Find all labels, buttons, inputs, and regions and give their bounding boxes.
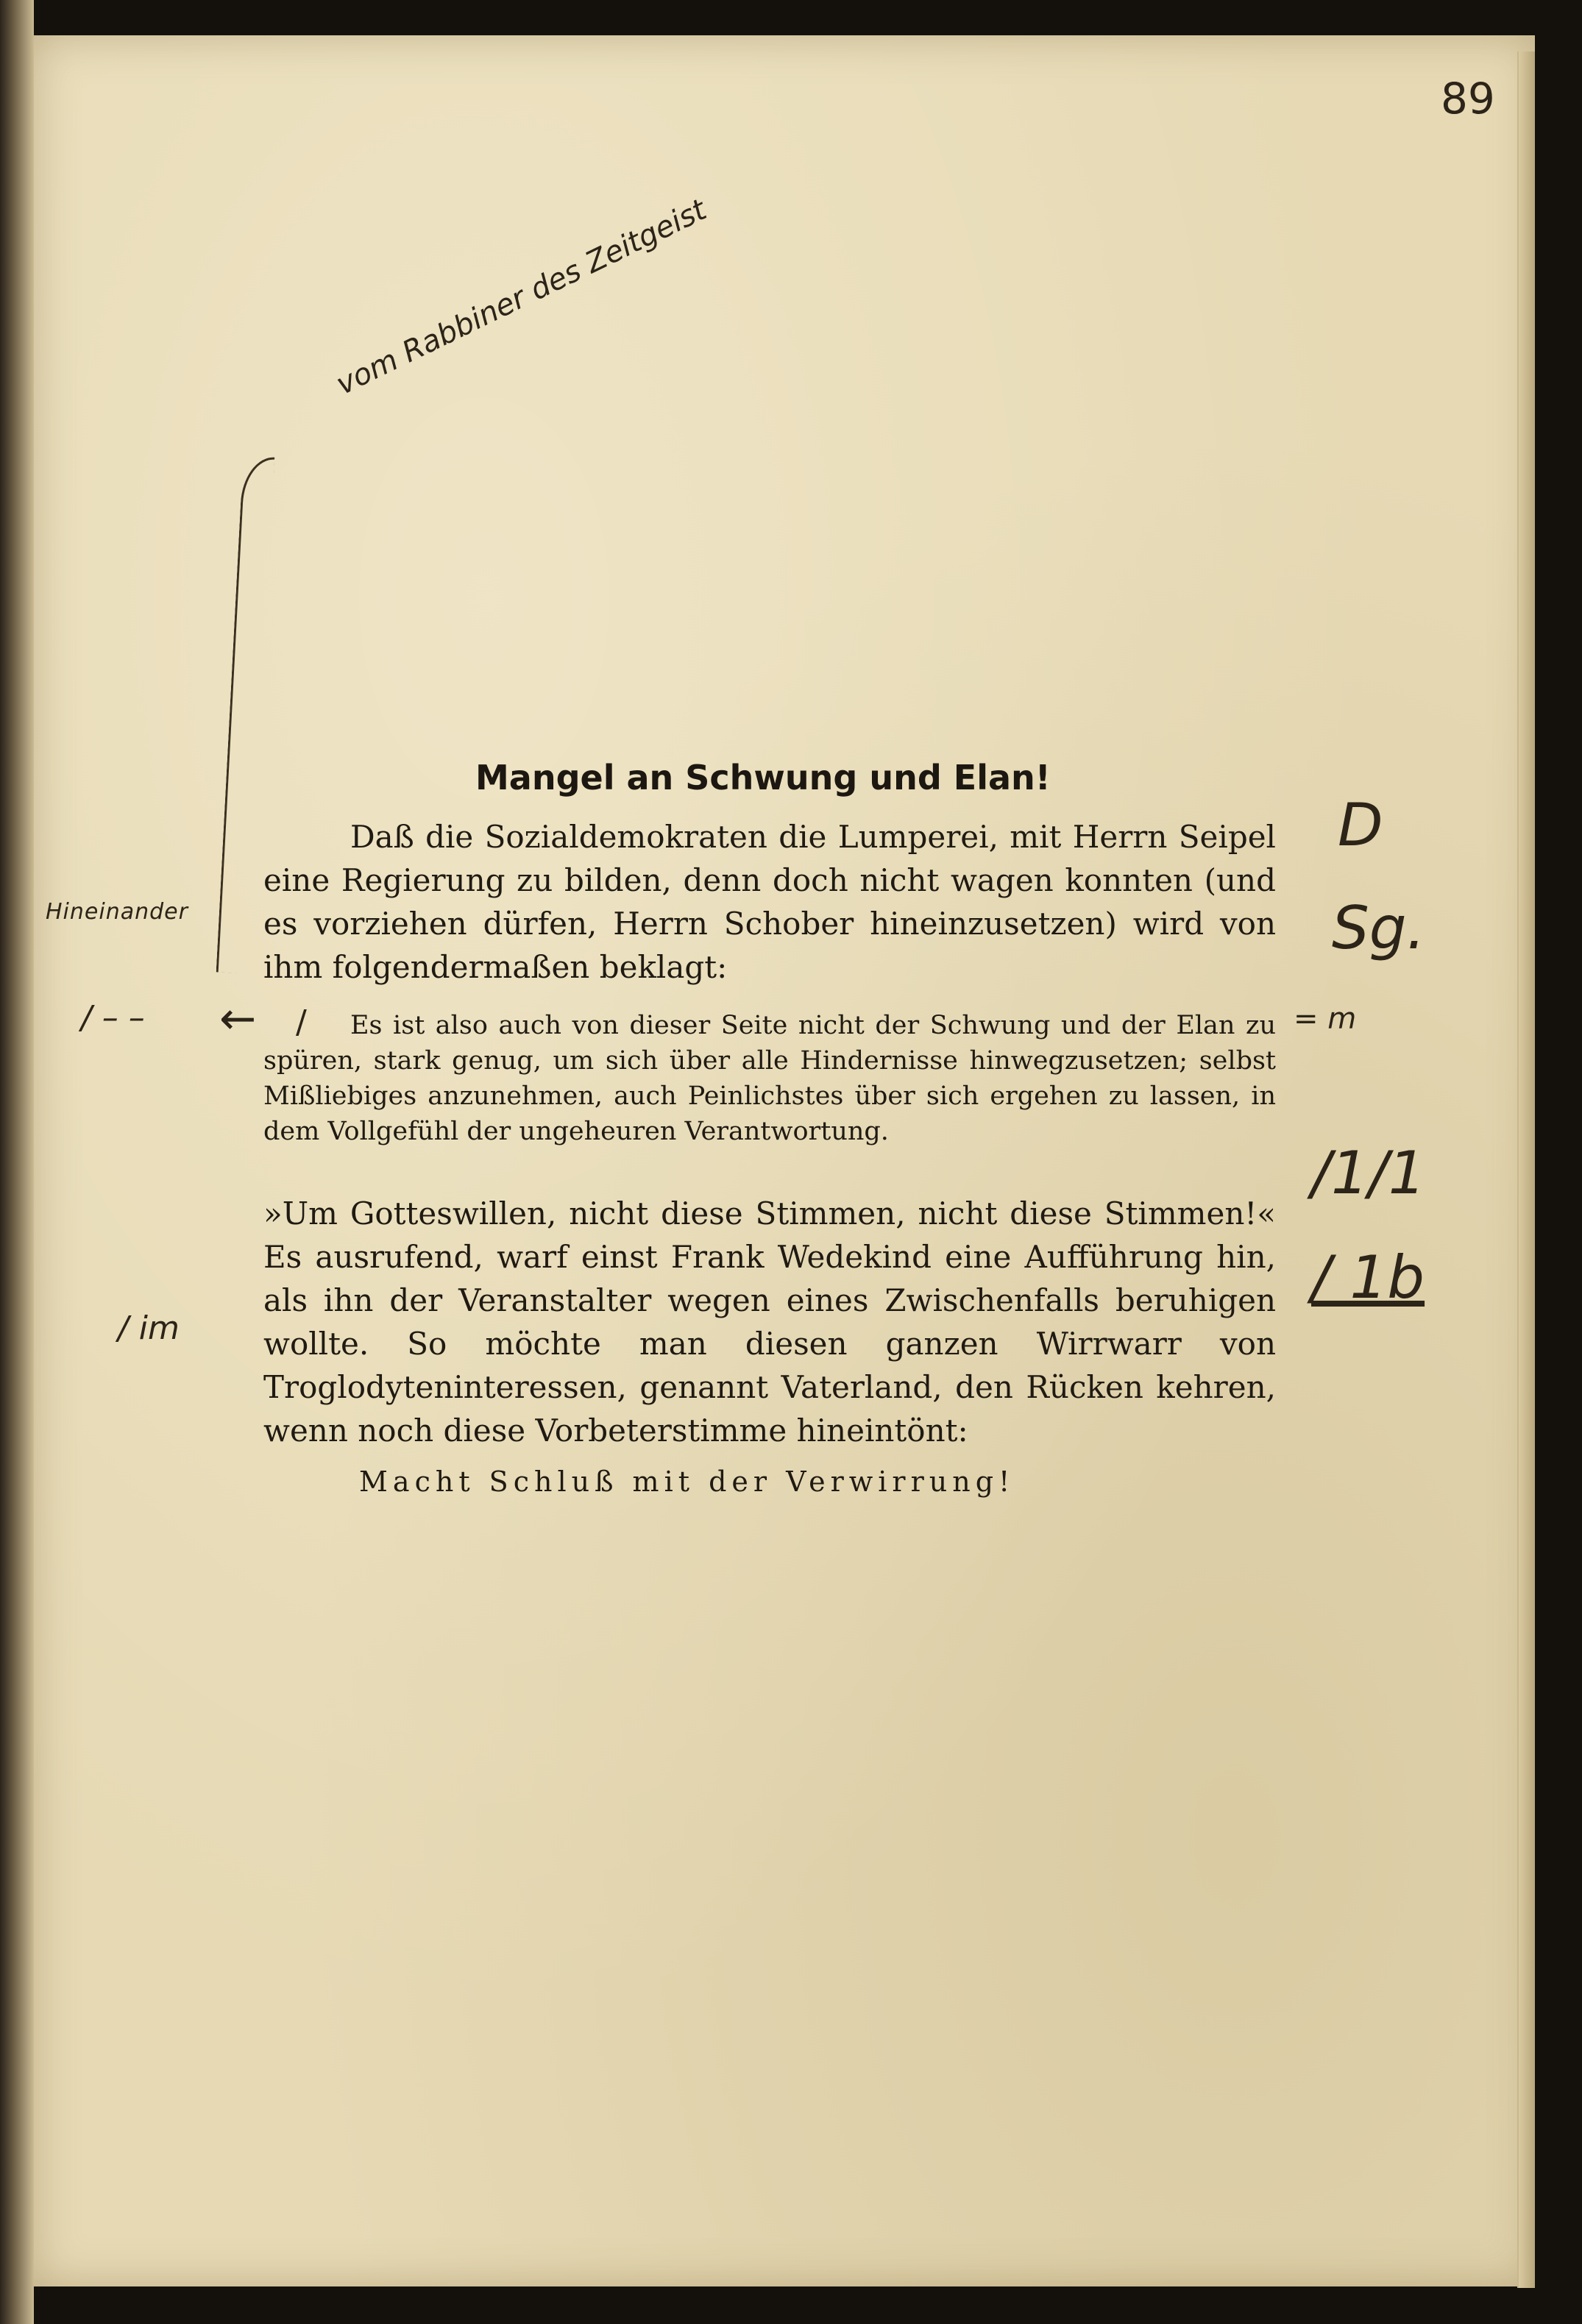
handwritten-right-mark-2: Sg. (1332, 894, 1425, 962)
handwritten-im-mark: / im (118, 1310, 180, 1347)
handwritten-arrow-mark: ← (219, 993, 257, 1045)
handwritten-right-mark-5: / 1b (1311, 1243, 1425, 1312)
article-paragraph-2: »Um Gotteswillen, nicht diese Stimmen, nicht diese Stimmen!« Es ausrufend, warf einst Frank Wedekind eine Aufführung hin, als ihn der Veranstalter wegen eines Zwischenfalls beruhigen wollte. So möchte man diesen ganzen Wirrwarr von Troglodyteninteressen, genannt Vaterland, den Rücken kehren, wenn noch diese Vorbeterstimme hineintönt: (263, 1195, 1276, 1449)
document-page (34, 35, 1535, 2286)
handwritten-bar-mark: / (296, 1003, 307, 1041)
handwritten-left-dash-mark: / – – (81, 999, 145, 1037)
handwritten-right-mark-1: D (1338, 791, 1383, 859)
article-quote: Es ist also auch von dieser Seite nicht der Schwung und der Elan zu spüren, stark genug, um sich über alle Hindernisse hinwegzusetzen; selbst Mißliebiges anzunehmen, auch Peinlichstes über sich ergehen zu lassen, in dem Vollgefühl der ungeheuren Verantwortung. (263, 1011, 1276, 1146)
handwritten-right-mark-4: /1/1 (1311, 1139, 1426, 1207)
book-spine-edge (0, 0, 34, 2324)
page-stack-edge (1517, 51, 1535, 2288)
article-title: Mangel an Schwung und Elan! (475, 758, 1051, 797)
handwritten-note-hineinander: Hineinander (46, 899, 188, 925)
page-number: 89 (1441, 74, 1495, 124)
article-closing-line: Macht Schluß mit der Verwirrung! (359, 1465, 1015, 1498)
article-paragraph-1: Daß die Sozialdemokraten die Lumperei, mit Herrn Seipel eine Regierung zu bilden, denn doch nicht wagen konnten (und es vorziehen dürfen, Herrn Schober hineinzusetzen) wird von ihm folgendermaßen beklagt: (263, 819, 1276, 985)
handwritten-right-mark-3: = m (1294, 1002, 1357, 1036)
handwritten-top-note: vom Rabbiner des Zeitgeist (330, 193, 712, 402)
